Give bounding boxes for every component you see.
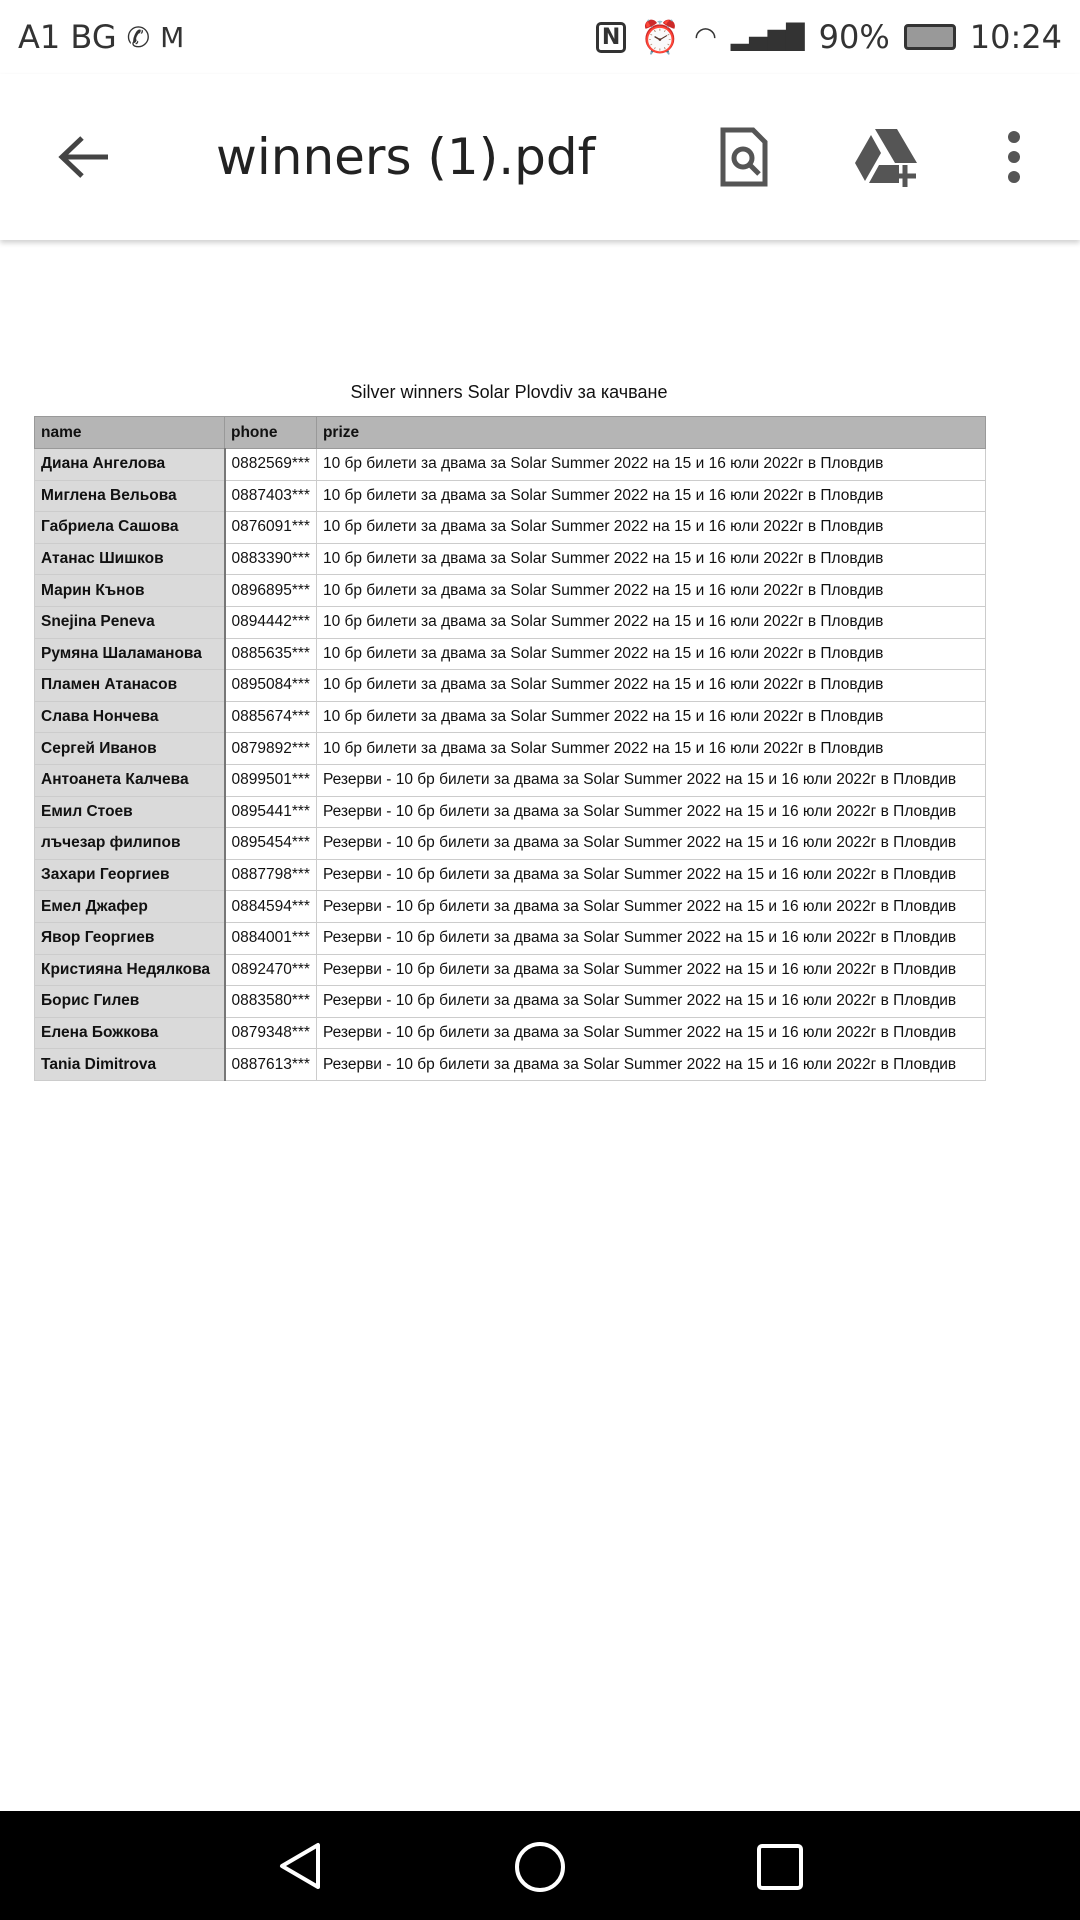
- winner-prize-cell: Резерви - 10 бр билети за двама за Solar Summer 2022 на 15 и 16 юли 2022г в Пловдив: [316, 891, 985, 923]
- table-row: [35, 796, 986, 828]
- battery-percent: 90%: [818, 18, 890, 56]
- winner-name-cell: Борис Гилев: [35, 986, 225, 1018]
- winner-prize-cell: Резерви - 10 бр билети за двама за Solar Summer 2022 на 15 и 16 юли 2022г в Пловдив: [316, 986, 985, 1018]
- home-nav-icon[interactable]: [514, 1841, 566, 1893]
- winner-name-cell: Диана Ангелова: [35, 449, 225, 481]
- winner-name-cell: Антоанета Калчева: [35, 764, 225, 796]
- winner-phone-cell: 0884594***: [225, 891, 317, 923]
- wifi-icon: ◠: [694, 22, 717, 52]
- winner-phone-cell: 0892470***: [225, 954, 317, 986]
- winner-phone-cell: 0879892***: [225, 733, 317, 765]
- winner-phone-cell: 0883580***: [225, 986, 317, 1018]
- winner-name-cell: Габриела Сашова: [35, 512, 225, 544]
- table-row: [35, 543, 986, 575]
- winner-phone-cell: 0895454***: [225, 828, 317, 860]
- winner-name-cell: Snejina Peneva: [35, 606, 225, 638]
- winner-name-cell: Tania Dimitrova: [35, 1049, 225, 1081]
- more-options-button[interactable]: [996, 125, 1032, 189]
- winner-prize-cell: 10 бр билети за двама за Solar Summer 2022 на 15 и 16 юли 2022г в Пловдив: [316, 733, 985, 765]
- winner-prize-cell: Резерви - 10 бр билети за двама за Solar Summer 2022 на 15 и 16 юли 2022г в Пловдив: [316, 859, 985, 891]
- table-row: [35, 764, 986, 796]
- winners-table: [34, 416, 986, 1081]
- winner-prize-cell: 10 бр билети за двама за Solar Summer 2022 на 15 и 16 юли 2022г в Пловдив: [316, 512, 985, 544]
- header-prize: prize: [316, 417, 985, 449]
- back-button[interactable]: [54, 127, 114, 187]
- table-row: [35, 480, 986, 512]
- alarm-icon: ⏰: [640, 18, 681, 56]
- table-row: [35, 922, 986, 954]
- signal-icon: ▂▄▆█: [730, 23, 805, 51]
- clock: 10:24: [969, 18, 1062, 56]
- navigation-bar: [0, 1811, 1080, 1920]
- table-row: [35, 512, 986, 544]
- table-row: [35, 1049, 986, 1081]
- winner-prize-cell: 10 бр билети за двама за Solar Summer 2022 на 15 и 16 юли 2022г в Пловдив: [316, 670, 985, 702]
- table-row: [35, 954, 986, 986]
- table-row: [35, 670, 986, 702]
- arrow-left-icon: [58, 135, 110, 179]
- pdf-heading: Silver winners Solar Plovdiv за качване: [350, 382, 668, 402]
- winner-name-cell: Захари Георгиев: [35, 859, 225, 891]
- winner-phone-cell: 0885635***: [225, 638, 317, 670]
- table-row: [35, 575, 986, 607]
- winner-name-cell: Кристияна Недялкова: [35, 954, 225, 986]
- winner-name-cell: Емил Стоев: [35, 796, 225, 828]
- winner-prize-cell: Резерви - 10 бр билети за двама за Solar Summer 2022 на 15 и 16 юли 2022г в Пловдив: [316, 954, 985, 986]
- winner-phone-cell: 0879348***: [225, 1017, 317, 1049]
- winner-phone-cell: 0894442***: [225, 606, 317, 638]
- table-row: [35, 733, 986, 765]
- winner-prize-cell: Резерви - 10 бр билети за двама за Solar Summer 2022 на 15 и 16 юли 2022г в Пловдив: [316, 922, 985, 954]
- winner-phone-cell: 0899501***: [225, 764, 317, 796]
- winner-prize-cell: Резерви - 10 бр билети за двама за Solar Summer 2022 на 15 и 16 юли 2022г в Пловдив: [316, 1017, 985, 1049]
- winner-name-cell: Сергей Иванов: [35, 733, 225, 765]
- winner-name-cell: Румяна Шаламанова: [35, 638, 225, 670]
- winner-phone-cell: 0895441***: [225, 796, 317, 828]
- battery-icon: [904, 24, 956, 50]
- status-bar: [0, 0, 1080, 74]
- winner-prize-cell: 10 бр билети за двама за Solar Summer 2022 на 15 и 16 юли 2022г в Пловдив: [316, 449, 985, 481]
- winner-name-cell: Слава Нончева: [35, 701, 225, 733]
- winner-name-cell: Марин Кънов: [35, 575, 225, 607]
- toolbar: [0, 74, 1080, 240]
- winner-prize-cell: Резерви - 10 бр билети за двама за Solar Summer 2022 на 15 и 16 юли 2022г в Пловдив: [316, 796, 985, 828]
- winner-phone-cell: 0896895***: [225, 575, 317, 607]
- winner-phone-cell: 0876091***: [225, 512, 317, 544]
- table-row: [35, 701, 986, 733]
- add-to-drive-button[interactable]: [852, 125, 924, 189]
- winner-prize-cell: 10 бр билети за двама за Solar Summer 2022 на 15 и 16 юли 2022г в Пловдив: [316, 575, 985, 607]
- table-row: [35, 606, 986, 638]
- table-row: [35, 1017, 986, 1049]
- carrier-label: A1 BG: [18, 18, 117, 56]
- winner-phone-cell: 0885674***: [225, 701, 317, 733]
- table-row: [35, 986, 986, 1018]
- winner-prize-cell: 10 бр билети за двама за Solar Summer 2022 на 15 и 16 юли 2022г в Пловдив: [316, 480, 985, 512]
- gmail-icon: M: [160, 20, 185, 54]
- winner-prize-cell: 10 бр билети за двама за Solar Summer 2022 на 15 и 16 юли 2022г в Пловдив: [316, 638, 985, 670]
- recents-nav-icon[interactable]: [756, 1843, 804, 1891]
- winner-phone-cell: 0884001***: [225, 922, 317, 954]
- back-nav-icon[interactable]: [276, 1841, 326, 1891]
- header-name: name: [35, 417, 225, 449]
- winner-phone-cell: 0895084***: [225, 670, 317, 702]
- winner-name-cell: лъчезар филипов: [35, 828, 225, 860]
- table-row: [35, 828, 986, 860]
- nfc-icon: N: [596, 22, 626, 53]
- winner-name-cell: Елена Божкова: [35, 1017, 225, 1049]
- winner-phone-cell: 0883390***: [225, 543, 317, 575]
- header-phone: phone: [225, 417, 317, 449]
- winner-phone-cell: 0887403***: [225, 480, 317, 512]
- winner-prize-cell: 10 бр билети за двама за Solar Summer 2022 на 15 и 16 юли 2022г в Пловдив: [316, 701, 985, 733]
- winner-prize-cell: 10 бр билети за двама за Solar Summer 2022 на 15 и 16 юли 2022г в Пловдив: [316, 543, 985, 575]
- drive-add-icon: [853, 127, 923, 187]
- winner-prize-cell: Резерви - 10 бр билети за двама за Solar Summer 2022 на 15 и 16 юли 2022г в Пловдив: [316, 764, 985, 796]
- winner-phone-cell: 0887798***: [225, 859, 317, 891]
- document-title: winners (1).pdf: [216, 128, 596, 186]
- viber-icon: ✆: [126, 20, 151, 54]
- search-document-button[interactable]: [716, 125, 772, 189]
- winner-prize-cell: 10 бр билети за двама за Solar Summer 2022 на 15 и 16 юли 2022г в Пловдив: [316, 606, 985, 638]
- winner-name-cell: Пламен Атанасов: [35, 670, 225, 702]
- winner-name-cell: Явор Георгиев: [35, 922, 225, 954]
- find-in-page-icon: [719, 126, 769, 188]
- winner-prize-cell: Резерви - 10 бр билети за двама за Solar Summer 2022 на 15 и 16 юли 2022г в Пловдив: [316, 828, 985, 860]
- winner-phone-cell: 0887613***: [225, 1049, 317, 1081]
- table-row: [35, 638, 986, 670]
- more-vert-icon: [1006, 131, 1022, 183]
- winner-name-cell: Атанас Шишков: [35, 543, 225, 575]
- table-row: [35, 859, 986, 891]
- winner-prize-cell: Резерви - 10 бр билети за двама за Solar Summer 2022 на 15 и 16 юли 2022г в Пловдив: [316, 1049, 985, 1081]
- table-row: [35, 449, 986, 481]
- table-row: [35, 891, 986, 923]
- winner-phone-cell: 0882569***: [225, 449, 317, 481]
- winner-name-cell: Миглена Вельова: [35, 480, 225, 512]
- winner-name-cell: Емел Джафер: [35, 891, 225, 923]
